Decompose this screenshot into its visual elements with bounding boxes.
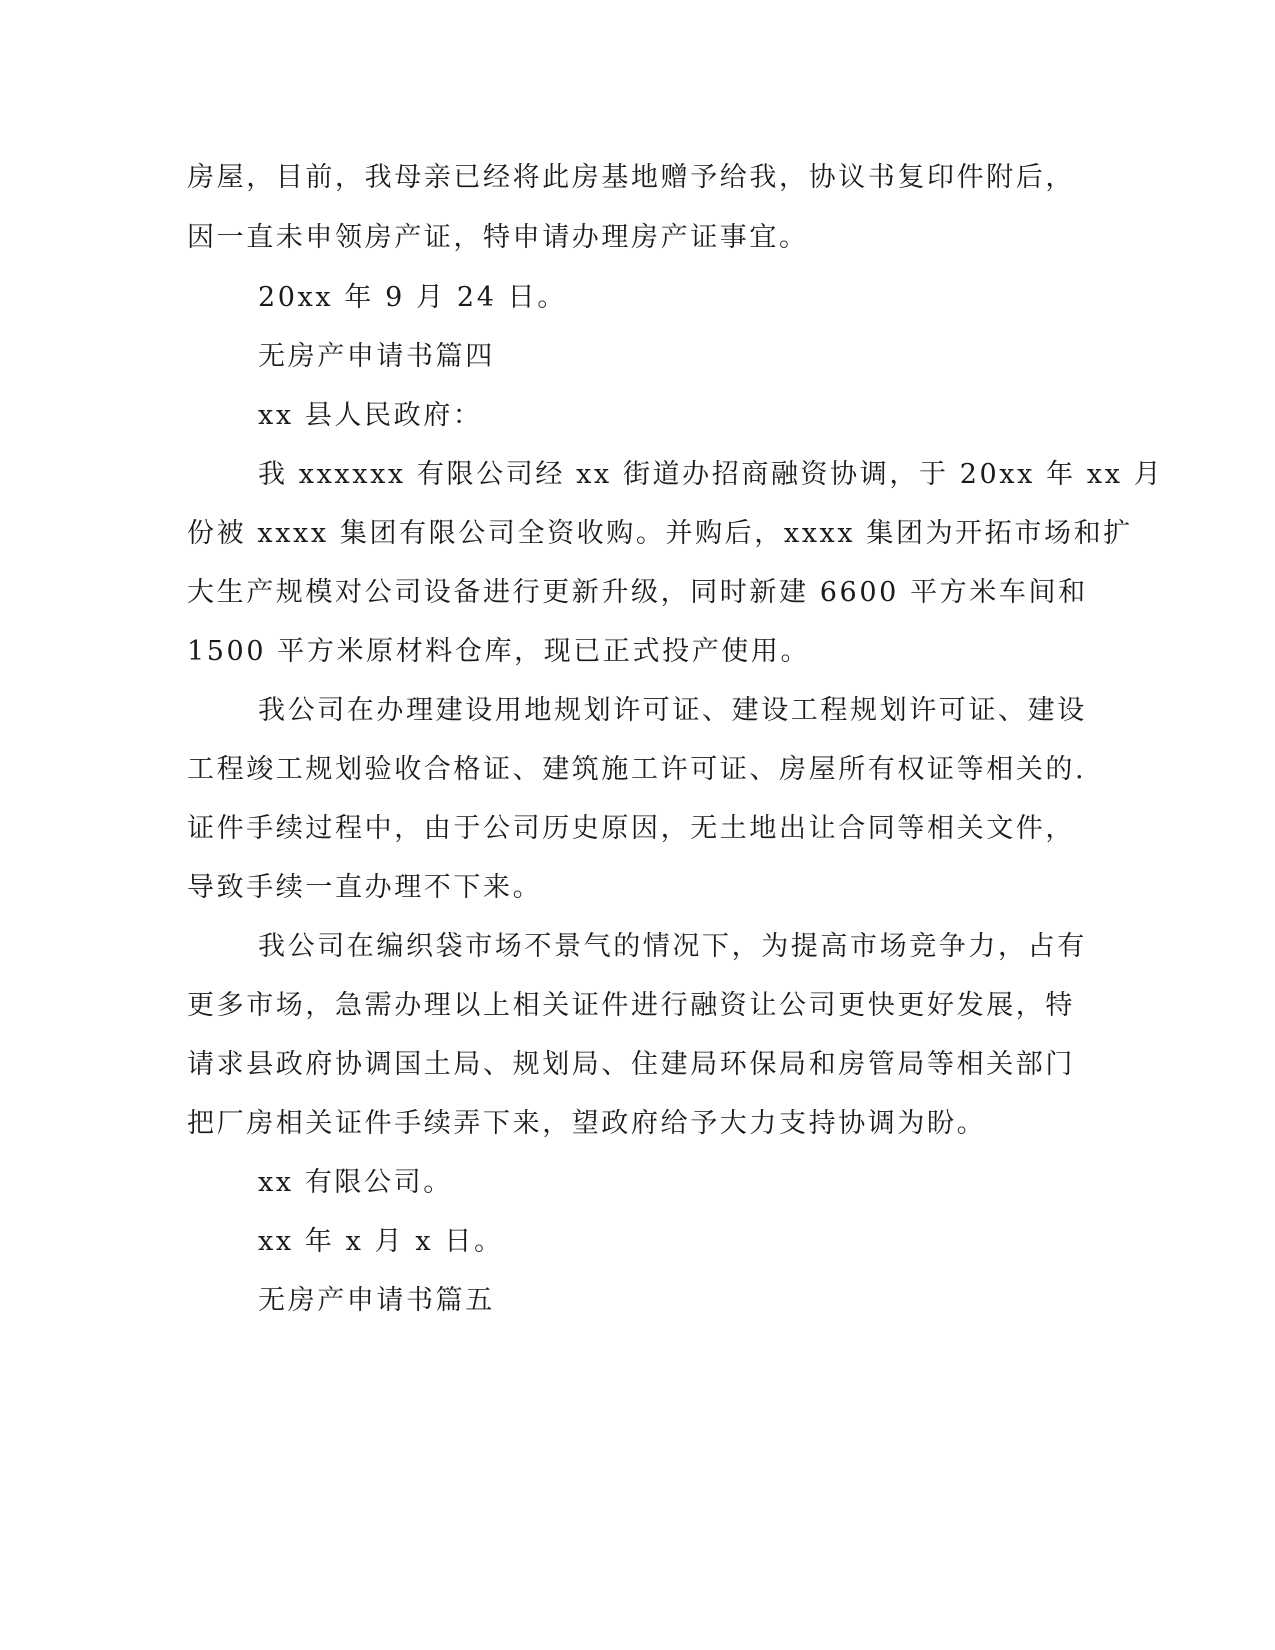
paragraph-line: 因一直未申领房产证，特申请办理房产证事宜。 (187, 222, 809, 253)
section-heading: 无房产申请书篇四 (258, 341, 495, 372)
paragraph-line: 导致手续一直办理不下来。 (187, 872, 543, 903)
signature-date: xx 年 x 月 x 日。 (258, 1226, 504, 1257)
paragraph-line: 我 xxxxxx 有限公司经 xx 街道办招商融资协调，于 20xx 年 xx 月 (258, 459, 1164, 490)
section-heading: 无房产申请书篇五 (258, 1285, 495, 1316)
paragraph-line: 更多市场，急需办理以上相关证件进行融资让公司更快更好发展，特 (187, 990, 1075, 1021)
paragraph-line: 证件手续过程中，由于公司历史原因，无土地出让合同等相关文件， (187, 813, 1075, 844)
paragraph-line: 1500 平方米原材料仓库，现已正式投产使用。 (187, 636, 811, 667)
paragraph-line: 大生产规模对公司设备进行更新升级，同时新建 6600 平方米车间和 (187, 577, 1088, 608)
paragraph-line: 把厂房相关证件手续弄下来，望政府给予大力支持协调为盼。 (187, 1108, 987, 1139)
signature-company: xx 有限公司。 (258, 1167, 453, 1198)
salutation: xx 县人民政府： (258, 400, 483, 431)
paragraph-line: 份被 xxxx 集团有限公司全资收购。并购后，xxxx 集团为开拓市场和扩 (187, 518, 1133, 549)
paragraph-line: 我公司在编织袋市场不景气的情况下，为提高市场竞争力，占有 (258, 931, 1087, 962)
paragraph-line: 我公司在办理建设用地规划许可证、建设工程规划许可证、建设 (258, 695, 1087, 726)
date-line: 20xx 年 9 月 24 日。 (258, 282, 567, 313)
paragraph-line: 房屋，目前，我母亲已经将此房基地赠予给我，协议书复印件附后， (187, 162, 1075, 193)
paragraph-line: 工程竣工规划验收合格证、建筑施工许可证、房屋所有权证等相关的. (187, 754, 1087, 785)
paragraph-line: 请求县政府协调国土局、规划局、住建局环保局和房管局等相关部门 (187, 1049, 1075, 1080)
